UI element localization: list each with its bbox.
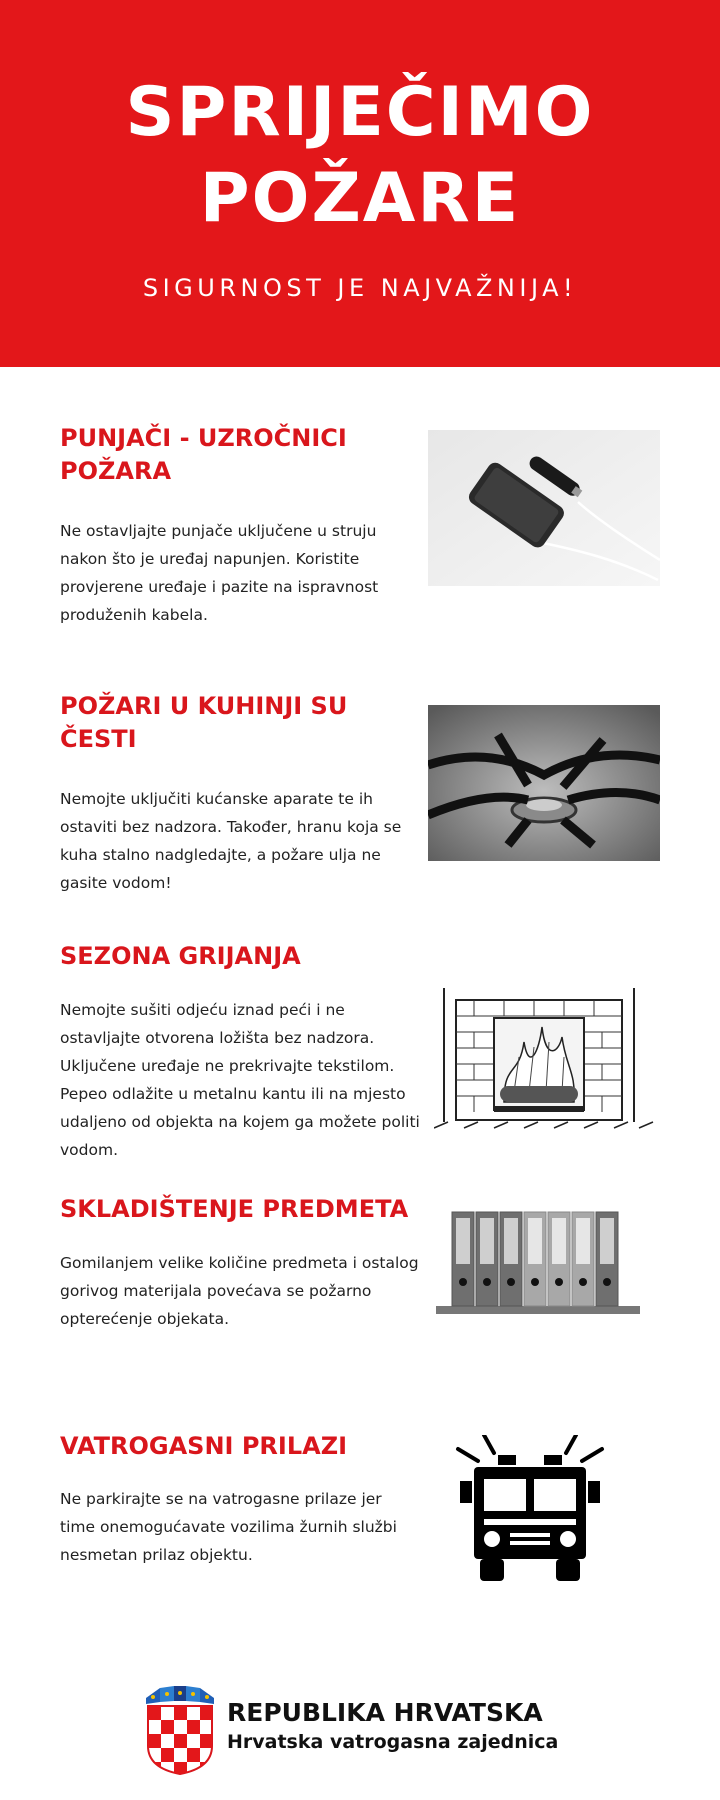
section-title-line-2: ČESTI xyxy=(60,725,137,753)
section-kitchen xyxy=(60,690,420,897)
section-text: Gomilanjem velike količine predmeta i ostalog gorivog materijala povećava se požarno opterećenje objekata. xyxy=(60,1254,419,1328)
gas-stove-icon xyxy=(428,705,660,861)
section-title-line-1: SKLADIŠTENJE PREDMETA xyxy=(60,1195,409,1223)
section-fire-access xyxy=(60,1430,420,1569)
section-storage xyxy=(60,1193,430,1333)
section-title xyxy=(60,940,420,973)
fire-truck-icon xyxy=(450,1435,610,1587)
section-title xyxy=(60,1193,430,1226)
section-title xyxy=(60,1430,420,1463)
section-title xyxy=(60,690,420,756)
section-text: Nemojte sušiti odjeću iznad peći i ne ostavljajte otvorena ložišta bez nadzora. Uključene uređaje ne prekrivajte tekstilom. Pepeo odlažite u metalnu kantu ili na mjesto udaljeno od objekta na kojem ga možete politi vodom. xyxy=(60,1001,420,1159)
section-text: Ne parkirajte se na vatrogasne prilaze jer time onemogućavate vozilima žurnih službi nesmetan prilaz objektu. xyxy=(60,1490,397,1564)
section-title-line-1: POŽARI U KUHINJI SU xyxy=(60,692,348,720)
fireplace-icon xyxy=(434,982,656,1132)
footer-organization xyxy=(227,1698,558,1756)
header-banner xyxy=(0,0,720,367)
section-chargers xyxy=(60,422,420,629)
section-title-line-1: SEZONA GRIJANJA xyxy=(60,942,301,970)
page-title xyxy=(0,70,720,242)
section-title-line-1: VATROGASNI PRILAZI xyxy=(60,1432,348,1460)
croatian-coat-of-arms-icon xyxy=(144,1684,216,1776)
footer-country: REPUBLIKA HRVATSKA xyxy=(227,1698,543,1727)
title-line-2: POŽARE xyxy=(199,159,521,238)
section-title-line-2: POŽARA xyxy=(60,457,172,485)
page-subtitle: SIGURNOST JE NAJVAŽNIJA! xyxy=(142,274,578,302)
section-title xyxy=(60,422,420,488)
section-heating xyxy=(60,940,420,1164)
section-text: Ne ostavljajte punjače uključene u struju nakon što je uređaj napunjen. Koristite provjerene uređaje i pazite na ispravnost produženih kabela. xyxy=(60,522,379,624)
phone-charger-icon xyxy=(428,430,660,586)
title-line-1: SPRIJEČIMO xyxy=(125,73,595,152)
section-text: Nemojte uključiti kućanske aparate te ih ostaviti bez nadzora. Također, hranu koja se kuha stalno nadgledajte, a požare ulja ne gasite vodom! xyxy=(60,790,402,892)
section-title-line-1: PUNJAČI - UZROČNICI xyxy=(60,424,347,452)
footer-organization-name: Hrvatska vatrogasna zajednica xyxy=(227,1731,559,1753)
binders-icon xyxy=(436,1206,640,1318)
